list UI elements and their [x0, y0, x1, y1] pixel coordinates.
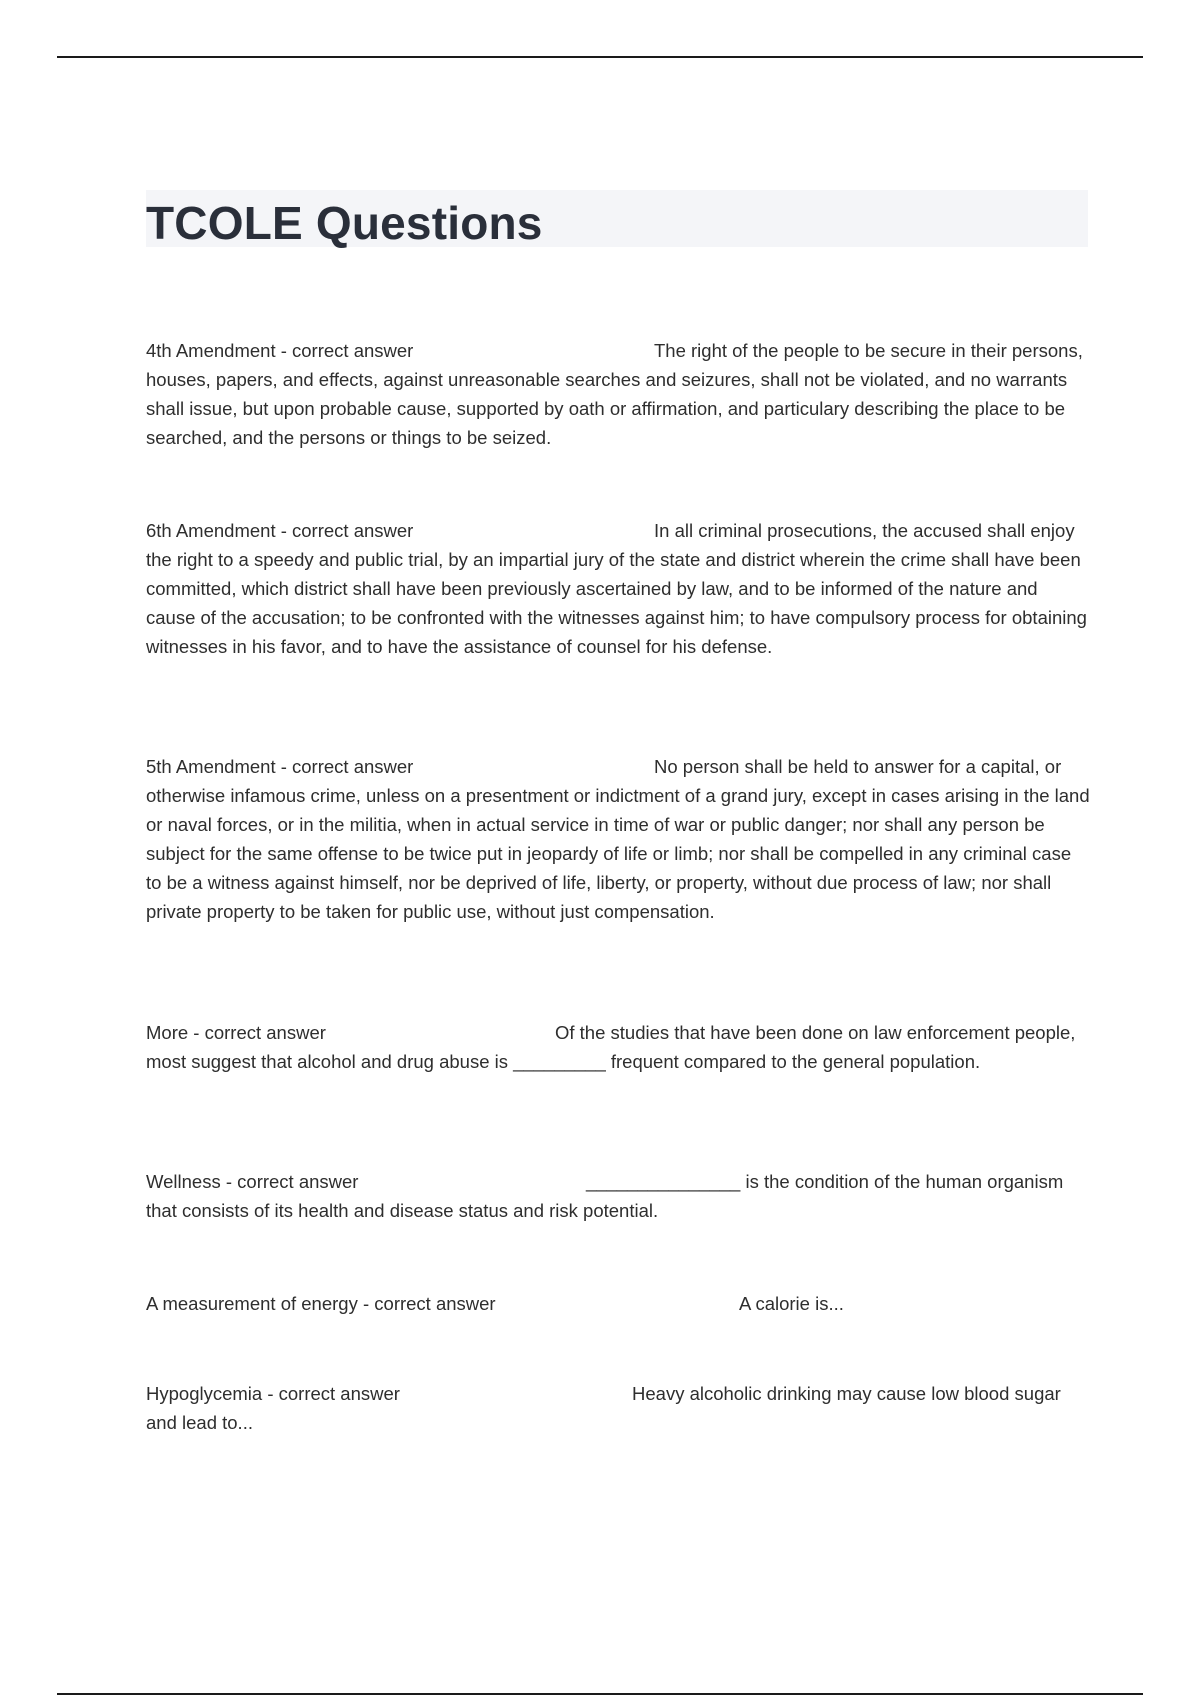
entry-text: In all criminal prosecutions, the accused shall enjoy the right to a speedy and public trial, by an impartial jury of the state and district wherein the crime shall have been committed, which district shall have been previously ascertained by law, and to be informed of the nature and cause of the accusation; to be confronted with the witnesses against him; to have compulsory process for obtaining witnesses in his favor, and to have the assistance of counsel for his defense. — [146, 520, 1087, 657]
top-rule — [57, 56, 1143, 58]
entry-text: Heavy alcoholic drinking may cause low blood sugar and lead to... — [146, 1383, 1061, 1433]
entry-term: 6th Amendment - correct answer — [146, 520, 414, 541]
entry-term: Hypoglycemia - correct answer — [146, 1383, 400, 1404]
qa-entry-5th-amendment — [146, 752, 1091, 926]
entry-text: The right of the people to be secure in their persons, houses, papers, and effects, against unreasonable searches and seizures, shall not be violated, and no warrants shall issue, but upon probable cause, supported by oath or affirmation, and particulary describing the place to be searched, and the persons or things to be seized. — [146, 340, 1083, 448]
entry-text: _______________ is the condition of the human organism that consists of its health and disease status and risk potential. — [146, 1171, 1064, 1221]
qa-entry-more — [146, 1018, 1091, 1076]
qa-entry-wellness — [146, 1167, 1091, 1225]
entry-text: No person shall be held to answer for a capital, or otherwise infamous crime, unless on a presentment or indictment of a grand jury, except in cases arising in the land or naval forces, or in the militia, when in actual service in time of war or public danger; nor shall any person be subject for the same offense to be twice put in jeopardy of life or limb; nor shall be compelled in any criminal case to be a witness against himself, nor be deprived of life, liberty, or property, without due process of law; nor shall private property to be taken for public use, without just compensation. — [146, 756, 1090, 922]
entry-term: A measurement of energy - correct answer — [146, 1293, 496, 1314]
entry-term: Wellness - correct answer — [146, 1171, 359, 1192]
qa-entry-6th-amendment — [146, 516, 1091, 661]
qa-entry-4th-amendment — [146, 336, 1091, 452]
entry-text: Of the studies that have been done on law enforcement people, most suggest that alcohol and drug abuse is _________ frequent compared to the general population. — [146, 1022, 1076, 1072]
entry-term: 4th Amendment - correct answer — [146, 340, 414, 361]
qa-entry-hypoglycemia — [146, 1379, 1091, 1437]
document-title: TCOLE Questions — [146, 197, 543, 249]
entry-term: More - correct answer — [146, 1022, 326, 1043]
title-band — [146, 190, 1088, 247]
entry-text: A calorie is... — [739, 1293, 844, 1314]
qa-entry-energy — [146, 1289, 1091, 1318]
bottom-rule — [57, 1693, 1143, 1695]
entry-term: 5th Amendment - correct answer — [146, 756, 414, 777]
